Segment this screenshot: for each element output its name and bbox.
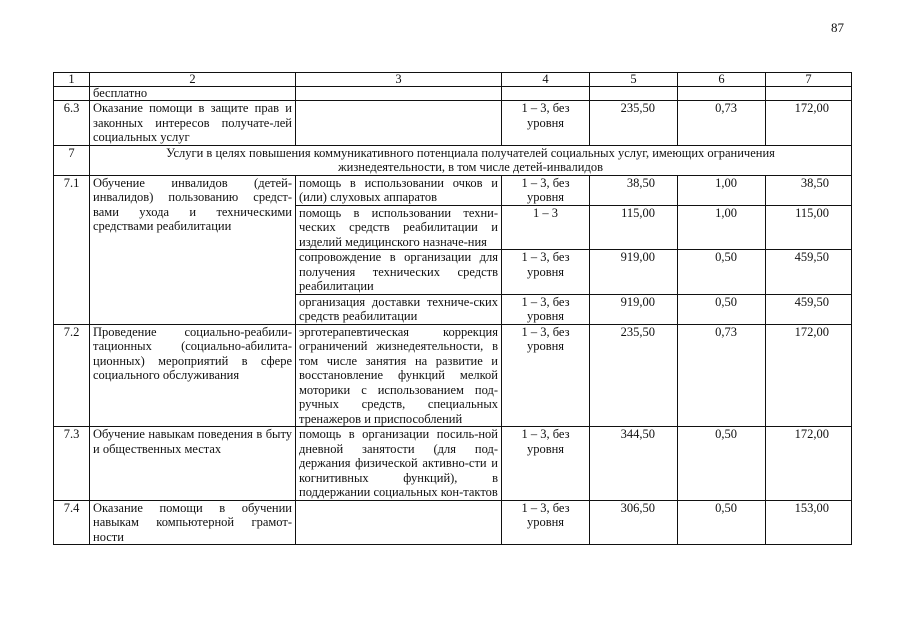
price-cell: 919,00 [590,250,678,295]
coef-cell: 0,73 [678,324,766,427]
table-row [54,87,852,101]
content-cell: сопровождение в организации для получения технических средств реабилитации [296,250,502,295]
section-row [54,145,852,175]
total-cell: 172,00 [766,427,852,501]
price-cell: 38,50 [590,175,678,205]
price-cell: 344,50 [590,427,678,501]
content-cell: помощь в организации посиль-ной дневной занятости (для под-держания физической активно-сти и когнитивных функций), в поддержании социальных кон-тактов [296,427,502,501]
content-cell: помощь в использовании техни-ческих средств реабилитации и изделий медицинского назначе-ния [296,205,502,250]
service-cell: Обучение навыкам поведения в быту и общественных местах [90,427,296,501]
content-cell [296,500,502,545]
level-cell: 1 – 3, без уровня [502,101,590,146]
total-cell: 172,00 [766,324,852,427]
coef-cell: 1,00 [678,205,766,250]
total-cell: 459,50 [766,294,852,324]
service-cell: Проведение социально-реабили-тационных (социально-абилита-ционных) мероприятий в сфере социального обслуживания [90,324,296,427]
level-cell: 1 – 3, без уровня [502,500,590,545]
level-cell: 1 – 3, без уровня [502,294,590,324]
content-cell [296,101,502,146]
column-header: 3 [296,73,502,87]
column-header-row [54,73,852,87]
total-cell: 172,00 [766,101,852,146]
coef-cell: 1,00 [678,175,766,205]
services-table [53,72,852,545]
table-row [54,324,852,427]
content-cell: организация доставки техниче-ских средств реабилитации [296,294,502,324]
level-cell: 1 – 3, без уровня [502,324,590,427]
total-cell: 153,00 [766,500,852,545]
total-cell: 459,50 [766,250,852,295]
row-number: 7.4 [54,500,90,545]
section-number: 7 [54,145,90,175]
row-number: 7.3 [54,427,90,501]
level-cell: 1 – 3, без уровня [502,175,590,205]
column-header: 4 [502,73,590,87]
service-cell: Оказание помощи в защите прав и законных интересов получате-лей социальных услуг [90,101,296,146]
level-cell: 1 – 3, без уровня [502,250,590,295]
price-cell: 235,50 [590,324,678,427]
row-number: 7.1 [54,175,90,324]
column-header: 1 [54,73,90,87]
coef-cell: 0,50 [678,427,766,501]
price-cell: 235,50 [590,101,678,146]
service-cell: Оказание помощи в обучении навыкам компьютерной грамот-ности [90,500,296,545]
section-title: Услуги в целях повышения коммуникативного потенциала получателей социальных услуг, имеющих ограничения жизнедеятельности, в том числе детей-инвалидов [90,145,852,175]
coef-cell: 0,73 [678,101,766,146]
column-header: 6 [678,73,766,87]
service-cell: бесплатно [90,87,296,101]
table-row [54,175,852,205]
row-number: 6.3 [54,101,90,146]
price-cell: 306,50 [590,500,678,545]
content-cell: эрготерапевтическая коррекция ограничений жизнедеятельности, в том числе занятия на развитие и восстановление функций мелкой моторики с использованием под-ручных средств, специальных тренажеров и приспособлений [296,324,502,427]
coef-cell: 0,50 [678,250,766,295]
column-header: 2 [90,73,296,87]
row-number: 7.2 [54,324,90,427]
service-cell: Обучение инвалидов (детей-инвалидов) пользованию средст-вами ухода и техническими средствами реабилитации [90,175,296,324]
level-cell: 1 – 3 [502,205,590,250]
total-cell: 115,00 [766,205,852,250]
column-header: 5 [590,73,678,87]
table-row [54,427,852,501]
table-row [54,101,852,146]
content-cell: помощь в использовании очков и (или) слуховых аппаратов [296,175,502,205]
level-cell: 1 – 3, без уровня [502,427,590,501]
coef-cell: 0,50 [678,294,766,324]
column-header: 7 [766,73,852,87]
table-row [54,500,852,545]
page-number: 87 [831,20,844,35]
coef-cell: 0,50 [678,500,766,545]
price-cell: 115,00 [590,205,678,250]
total-cell: 38,50 [766,175,852,205]
price-cell: 919,00 [590,294,678,324]
